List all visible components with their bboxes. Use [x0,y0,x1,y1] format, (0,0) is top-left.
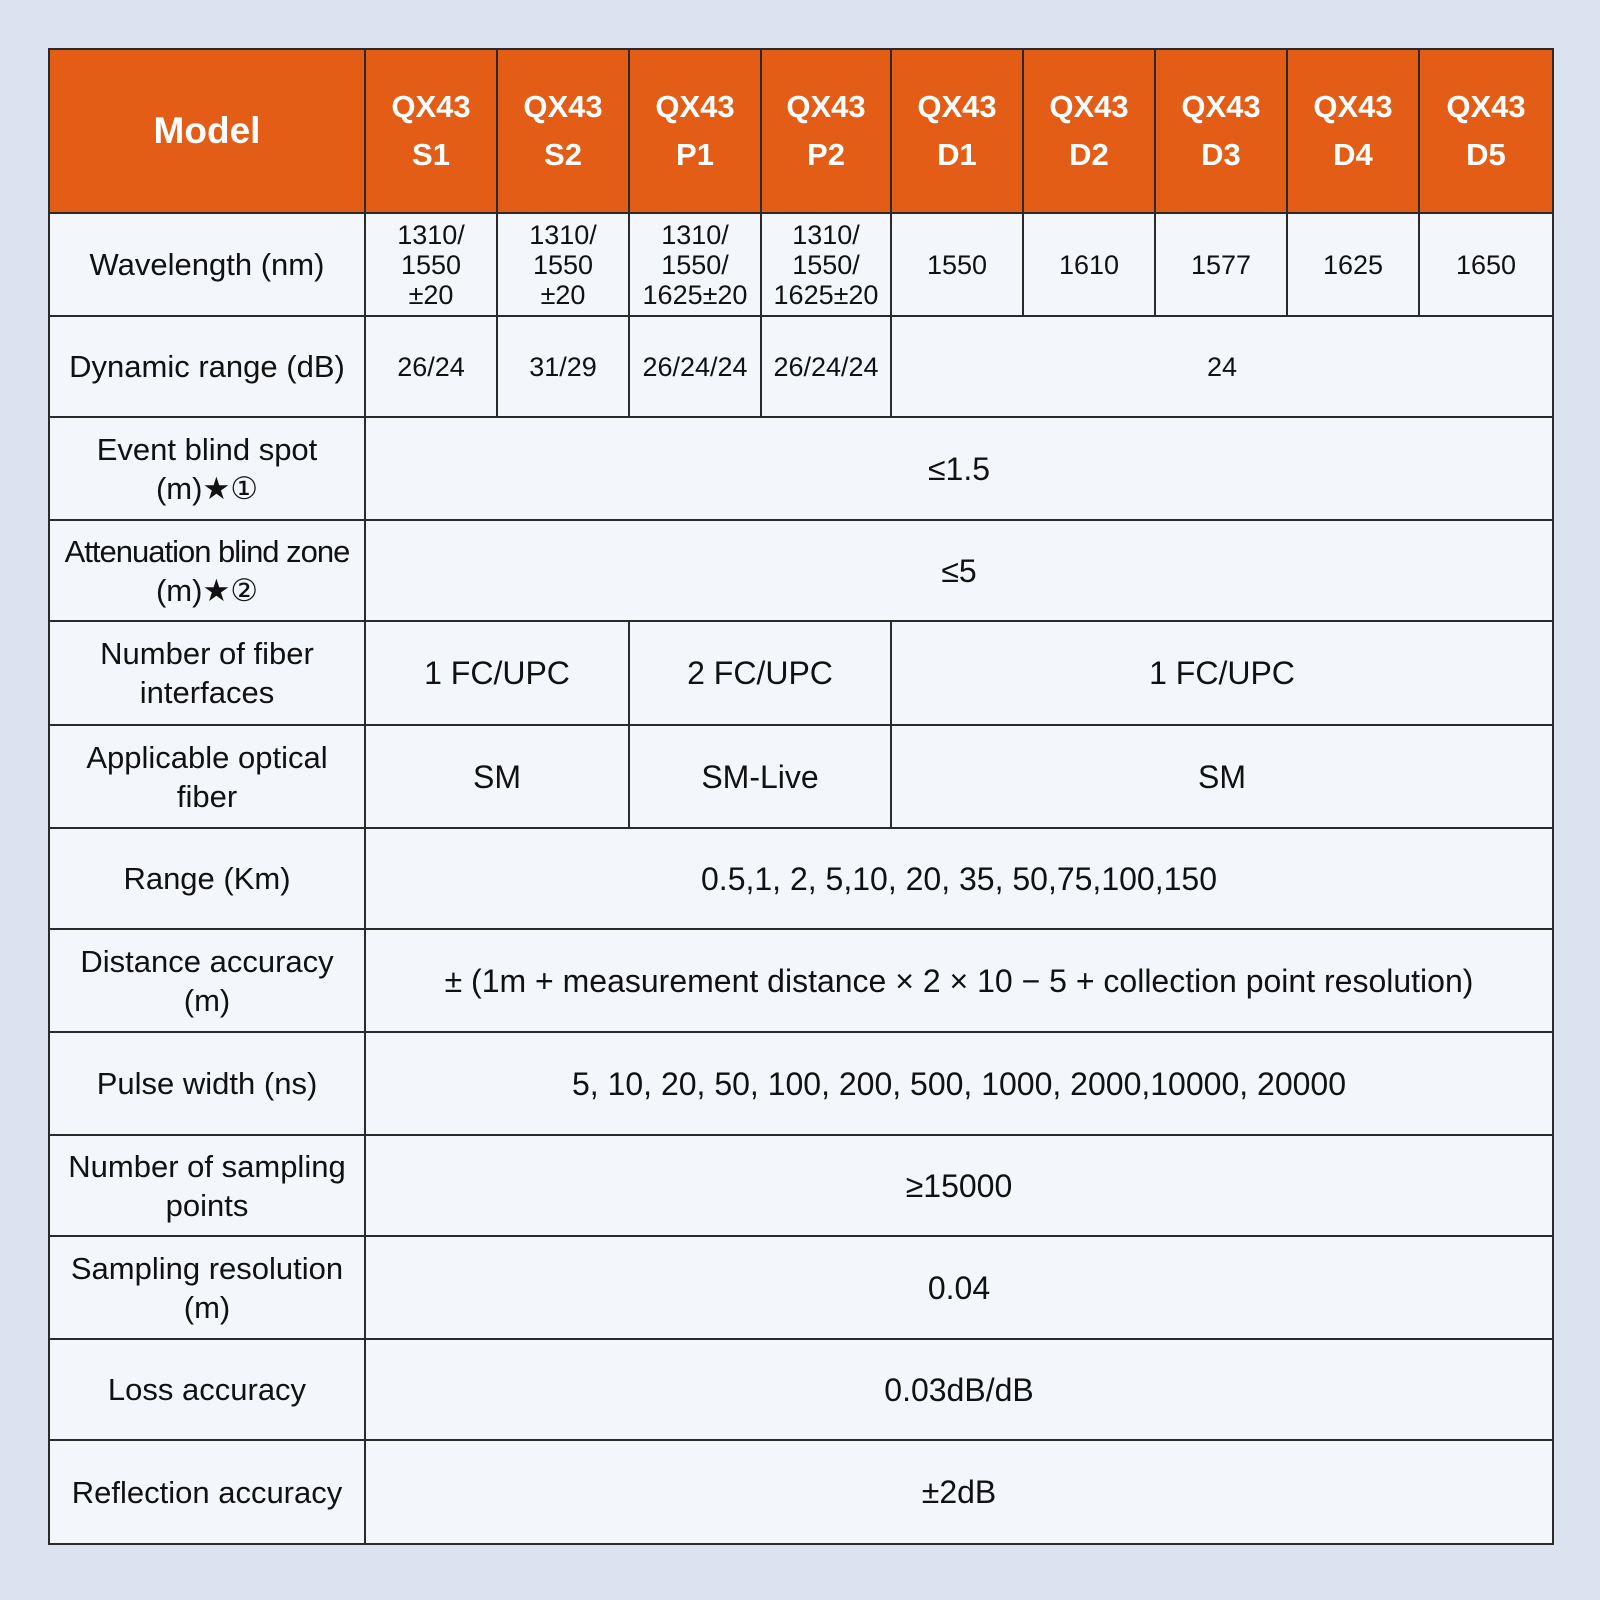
model-header: Model [49,49,365,213]
loss-accuracy-value: 0.03dB/dB [365,1339,1553,1440]
fiber-interfaces-p-series: 2 FC/UPC [629,621,891,725]
sampling-resolution-row [49,1236,1553,1339]
pulse-width-row [49,1032,1553,1135]
attenuation-blind-zone-value: ≤5 [365,520,1553,621]
header-row [49,49,1553,213]
dynamic-range-d-series: 24 [891,316,1553,417]
sampling-points-row [49,1135,1553,1236]
dynamic-range-s1: 26/24 [365,316,497,417]
optical-fiber-s-series: SM [365,725,629,828]
range-row [49,828,1553,929]
loss-accuracy-row [49,1339,1553,1440]
dynamic-range-p2: 26/24/24 [761,316,891,417]
pulse-width-label: Pulse width (ns) [49,1032,365,1135]
model-s2-header: QX43 S2 [497,49,629,213]
sampling-resolution-value: 0.04 [365,1236,1553,1339]
attenuation-blind-zone-label: Attenuation blind zone (m)★② [49,520,365,621]
wavelength-d4: 1625 [1287,213,1419,316]
fiber-interfaces-label: Number of fiber interfaces [49,621,365,725]
dynamic-range-s2: 31/29 [497,316,629,417]
wavelength-p1: 1310/ 1550/ 1625±20 [629,213,761,316]
model-d1-header: QX43 D1 [891,49,1023,213]
optical-fiber-row [49,725,1553,828]
dynamic-range-p1: 26/24/24 [629,316,761,417]
fiber-interfaces-row [49,621,1553,725]
wavelength-d3: 1577 [1155,213,1287,316]
model-d2-header: QX43 D2 [1023,49,1155,213]
sampling-resolution-label: Sampling resolution (m) [49,1236,365,1339]
distance-accuracy-label: Distance accuracy (m) [49,929,365,1032]
reflection-accuracy-value: ±2dB [365,1440,1553,1544]
range-label: Range (Km) [49,828,365,929]
fiber-interfaces-d-series: 1 FC/UPC [891,621,1553,725]
wavelength-row [49,213,1553,316]
sampling-points-label: Number of sampling points [49,1135,365,1236]
event-blind-spot-value: ≤1.5 [365,417,1553,520]
optical-fiber-d-series: SM [891,725,1553,828]
model-p1-header: QX43 P1 [629,49,761,213]
wavelength-d2: 1610 [1023,213,1155,316]
reflection-accuracy-row [49,1440,1553,1544]
model-d5-header: QX43 D5 [1419,49,1553,213]
model-d3-header: QX43 D3 [1155,49,1287,213]
loss-accuracy-label: Loss accuracy [49,1339,365,1440]
wavelength-s2: 1310/ 1550 ±20 [497,213,629,316]
spec-table [48,48,1554,1545]
wavelength-s1: 1310/ 1550 ±20 [365,213,497,316]
model-d4-header: QX43 D4 [1287,49,1419,213]
event-blind-spot-row [49,417,1553,520]
dynamic-range-row [49,316,1553,417]
sampling-points-value: ≥15000 [365,1135,1553,1236]
wavelength-d5: 1650 [1419,213,1553,316]
event-blind-spot-label: Event blind spot (m)★① [49,417,365,520]
optical-fiber-label: Applicable optical fiber [49,725,365,828]
wavelength-d1: 1550 [891,213,1023,316]
range-value: 0.5,1, 2, 5,10, 20, 35, 50,75,100,150 [365,828,1553,929]
wavelength-p2: 1310/ 1550/ 1625±20 [761,213,891,316]
optical-fiber-p-series: SM-Live [629,725,891,828]
dynamic-range-label: Dynamic range (dB) [49,316,365,417]
fiber-interfaces-s-series: 1 FC/UPC [365,621,629,725]
pulse-width-value: 5, 10, 20, 50, 100, 200, 500, 1000, 2000,10000, 20000 [365,1032,1553,1135]
model-s1-header: QX43 S1 [365,49,497,213]
distance-accuracy-value: ± (1m + measurement distance × 2 × 10 − 5 + collection point resolution) [365,929,1553,1032]
attenuation-blind-zone-row [49,520,1553,621]
distance-accuracy-row [49,929,1553,1032]
model-p2-header: QX43 P2 [761,49,891,213]
reflection-accuracy-label: Reflection accuracy [49,1440,365,1544]
wavelength-label: Wavelength (nm) [49,213,365,316]
